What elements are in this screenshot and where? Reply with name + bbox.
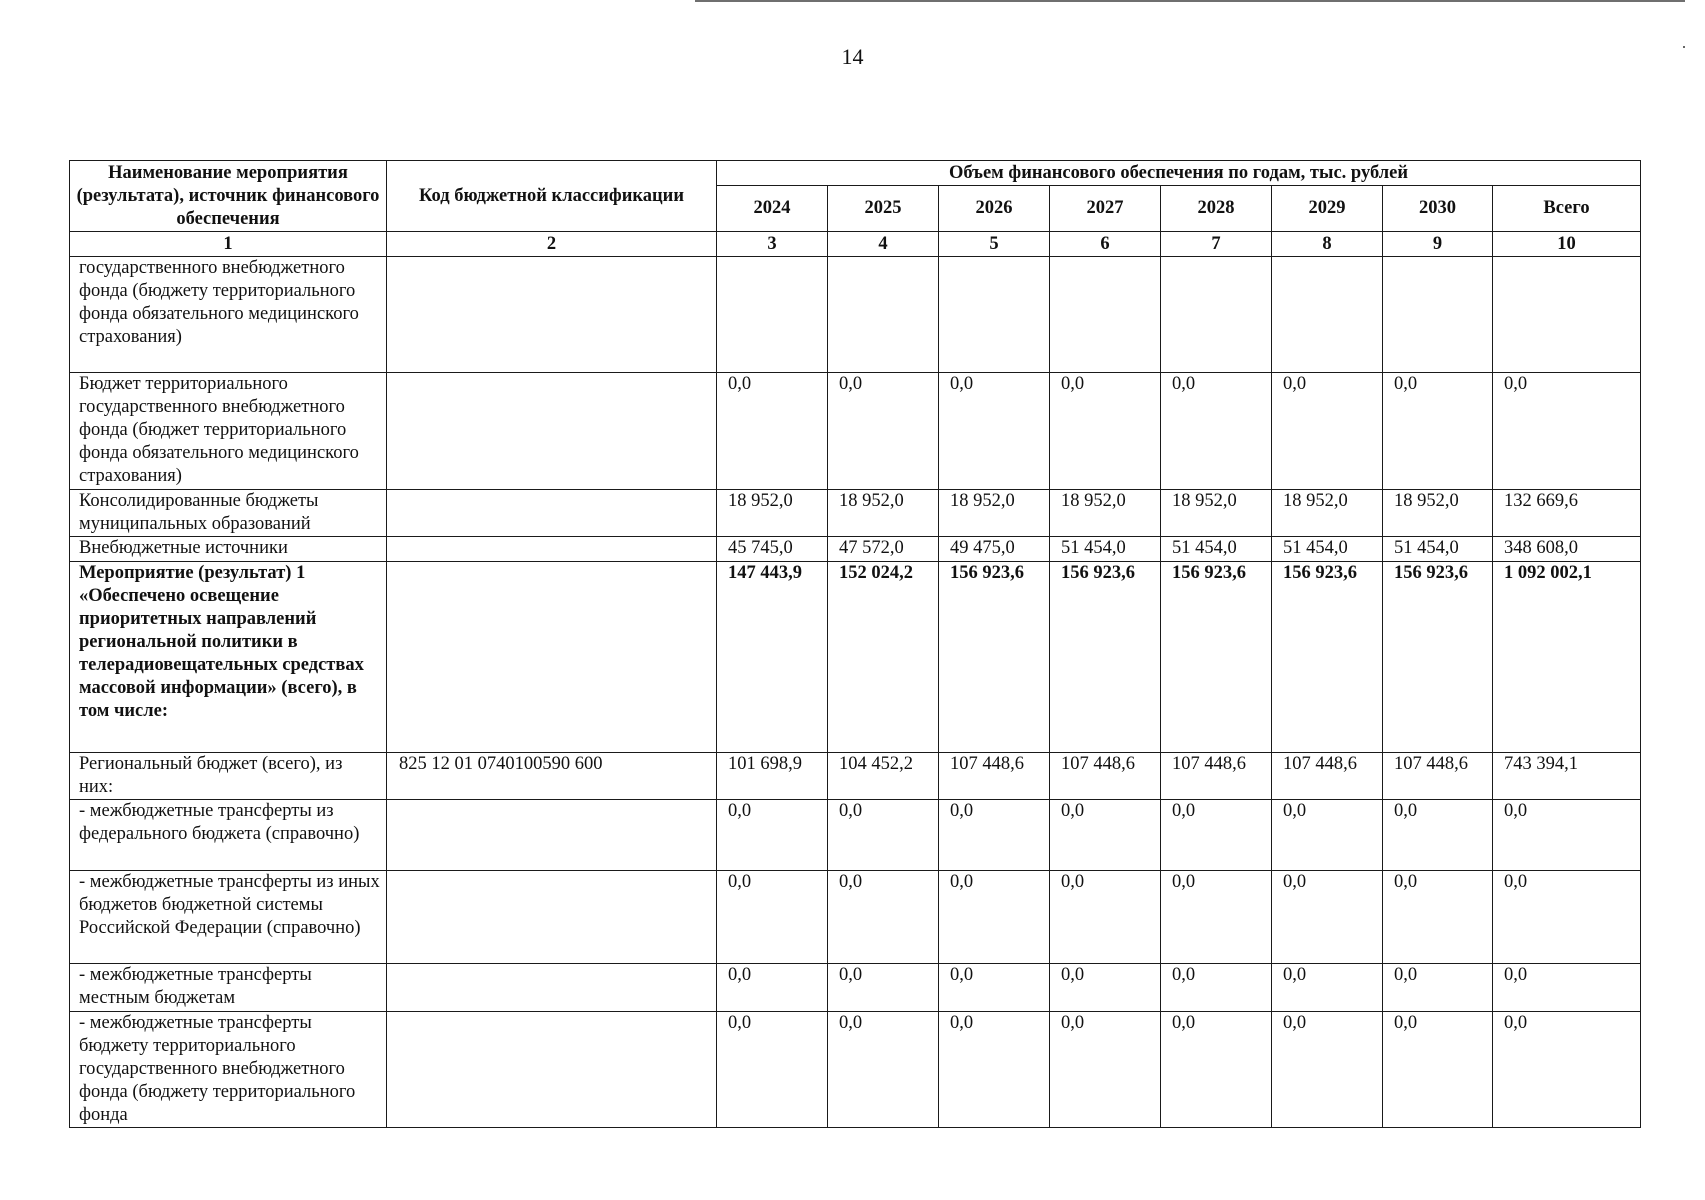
row-value: 18 952,0	[1050, 490, 1161, 537]
row-value: 47 572,0	[828, 537, 939, 562]
table-row	[70, 964, 1641, 1012]
column-number: 10	[1493, 232, 1641, 257]
row-value: 0,0	[828, 964, 939, 1012]
column-number: 9	[1383, 232, 1493, 257]
row-value: 107 448,6	[1050, 753, 1161, 800]
row-value: 0,0	[1050, 373, 1161, 490]
header-year: 2026	[939, 186, 1050, 232]
row-value: 0,0	[1161, 373, 1272, 490]
row-value: 0,0	[828, 800, 939, 871]
row-name: - межбюджетные трансферты местным бюджетам	[70, 964, 387, 1012]
header-year: 2024	[717, 186, 828, 232]
row-value: 18 952,0	[828, 490, 939, 537]
header-year: 2030	[1383, 186, 1493, 232]
row-value: 51 454,0	[1050, 537, 1161, 562]
financing-table	[69, 160, 1641, 1128]
row-value: 0,0	[1050, 1012, 1161, 1128]
row-value: 147 443,9	[717, 562, 828, 753]
column-number: 2	[387, 232, 717, 257]
row-value: 104 452,2	[828, 753, 939, 800]
row-value	[1050, 257, 1161, 373]
row-name: - межбюджетные трансферты из иных бюджетов бюджетной системы Российской Федерации (справочно)	[70, 871, 387, 964]
row-name: Мероприятие (результат) 1 «Обеспечено освещение приоритетных направлений региональной политики в телерадиовещательных средствах массовой информации» (всего), в том числе:	[70, 562, 387, 753]
table-row	[70, 373, 1641, 490]
row-value: 0,0	[1161, 964, 1272, 1012]
row-code	[387, 1012, 717, 1128]
row-total: 0,0	[1493, 373, 1641, 490]
row-value: 0,0	[828, 871, 939, 964]
row-total: 0,0	[1493, 800, 1641, 871]
row-code	[387, 964, 717, 1012]
row-value: 0,0	[1050, 964, 1161, 1012]
row-total	[1493, 257, 1641, 373]
row-total: 348 608,0	[1493, 537, 1641, 562]
row-value: 0,0	[1272, 871, 1383, 964]
row-value	[828, 257, 939, 373]
row-code	[387, 562, 717, 753]
row-value: 51 454,0	[1161, 537, 1272, 562]
row-value: 107 448,6	[1272, 753, 1383, 800]
row-value: 0,0	[717, 871, 828, 964]
row-value: 0,0	[1383, 1012, 1493, 1128]
row-value: 0,0	[717, 800, 828, 871]
top-scan-rule	[695, 0, 1685, 2]
table-row	[70, 753, 1641, 800]
header-year: 2028	[1161, 186, 1272, 232]
row-value: 0,0	[1161, 800, 1272, 871]
row-code	[387, 537, 717, 562]
row-name: - межбюджетные трансферты бюджету территориального государственного внебюджетного фонда (бюджету территориального фонда	[70, 1012, 387, 1128]
row-total: 132 669,6	[1493, 490, 1641, 537]
table-row	[70, 800, 1641, 871]
row-value: 0,0	[1272, 800, 1383, 871]
row-total: 1 092 002,1	[1493, 562, 1641, 753]
row-value: 156 923,6	[1050, 562, 1161, 753]
row-total: 0,0	[1493, 964, 1641, 1012]
table-body	[70, 257, 1641, 1128]
row-value: 0,0	[717, 1012, 828, 1128]
table-row	[70, 1012, 1641, 1128]
row-value: 0,0	[1272, 373, 1383, 490]
row-code	[387, 800, 717, 871]
row-value: 0,0	[1050, 800, 1161, 871]
row-value: 152 024,2	[828, 562, 939, 753]
row-code: 825 12 01 0740100590 600	[387, 753, 717, 800]
row-value: 0,0	[1383, 871, 1493, 964]
page-number: 14	[841, 44, 864, 69]
row-value: 107 448,6	[1383, 753, 1493, 800]
row-value: 18 952,0	[939, 490, 1050, 537]
row-value: 156 923,6	[1272, 562, 1383, 753]
row-value: 0,0	[939, 800, 1050, 871]
row-value: 18 952,0	[1272, 490, 1383, 537]
row-value: 156 923,6	[1383, 562, 1493, 753]
header-code: Код бюджетной классификации	[387, 161, 717, 232]
header-year: 2029	[1272, 186, 1383, 232]
row-value: 0,0	[828, 1012, 939, 1128]
row-value: 0,0	[1383, 964, 1493, 1012]
header-name: Наименование мероприятия (результата), источник финансового обеспечения	[70, 161, 387, 232]
column-number: 6	[1050, 232, 1161, 257]
row-value: 107 448,6	[939, 753, 1050, 800]
row-code	[387, 871, 717, 964]
column-number: 3	[717, 232, 828, 257]
row-value: 51 454,0	[1272, 537, 1383, 562]
row-name: Бюджет территориального государственного внебюджетного фонда (бюджет территориального фонда обязательного медицинского страхования)	[70, 373, 387, 490]
header-total: Всего	[1493, 186, 1641, 232]
row-code	[387, 490, 717, 537]
row-value: 51 454,0	[1383, 537, 1493, 562]
row-value: 18 952,0	[717, 490, 828, 537]
row-value: 156 923,6	[939, 562, 1050, 753]
row-value	[1383, 257, 1493, 373]
row-value: 101 698,9	[717, 753, 828, 800]
row-value: 0,0	[1383, 800, 1493, 871]
row-value: 0,0	[1161, 871, 1272, 964]
header-year: 2027	[1050, 186, 1161, 232]
row-code	[387, 373, 717, 490]
table-row	[70, 871, 1641, 964]
row-value: 156 923,6	[1161, 562, 1272, 753]
row-value: 0,0	[939, 964, 1050, 1012]
table-row	[70, 490, 1641, 537]
row-value: 0,0	[828, 373, 939, 490]
row-name: государственного внебюджетного фонда (бюджету территориального фонда обязательного медицинского страхования)	[70, 257, 387, 373]
row-value: 0,0	[939, 871, 1050, 964]
row-value	[717, 257, 828, 373]
header-year: 2025	[828, 186, 939, 232]
row-total: 0,0	[1493, 1012, 1641, 1128]
row-name: Консолидированные бюджеты муниципальных образований	[70, 490, 387, 537]
row-value: 0,0	[1383, 373, 1493, 490]
row-total: 743 394,1	[1493, 753, 1641, 800]
row-value	[939, 257, 1050, 373]
row-value: 0,0	[939, 373, 1050, 490]
table-row	[70, 537, 1641, 562]
column-number: 7	[1161, 232, 1272, 257]
column-number: 8	[1272, 232, 1383, 257]
row-value: 18 952,0	[1161, 490, 1272, 537]
row-value: 18 952,0	[1383, 490, 1493, 537]
row-name: - межбюджетные трансферты из федерального бюджета (справочно)	[70, 800, 387, 871]
row-name: Внебюджетные источники	[70, 537, 387, 562]
column-number: 1	[70, 232, 387, 257]
row-value	[1272, 257, 1383, 373]
row-value: 0,0	[1272, 1012, 1383, 1128]
column-number: 4	[828, 232, 939, 257]
row-total: 0,0	[1493, 871, 1641, 964]
row-value: 0,0	[939, 1012, 1050, 1128]
row-value: 0,0	[1161, 1012, 1272, 1128]
header-group: Объем финансового обеспечения по годам, тыс. рублей	[717, 161, 1641, 186]
row-value: 0,0	[1272, 964, 1383, 1012]
row-value: 0,0	[717, 964, 828, 1012]
row-value: 0,0	[717, 373, 828, 490]
row-value: 0,0	[1050, 871, 1161, 964]
row-value	[1161, 257, 1272, 373]
column-number: 5	[939, 232, 1050, 257]
row-value: 45 745,0	[717, 537, 828, 562]
table-row	[70, 257, 1641, 373]
table-row	[70, 562, 1641, 753]
row-name: Региональный бюджет (всего), из них:	[70, 753, 387, 800]
row-code	[387, 257, 717, 373]
row-value: 107 448,6	[1161, 753, 1272, 800]
row-value: 49 475,0	[939, 537, 1050, 562]
